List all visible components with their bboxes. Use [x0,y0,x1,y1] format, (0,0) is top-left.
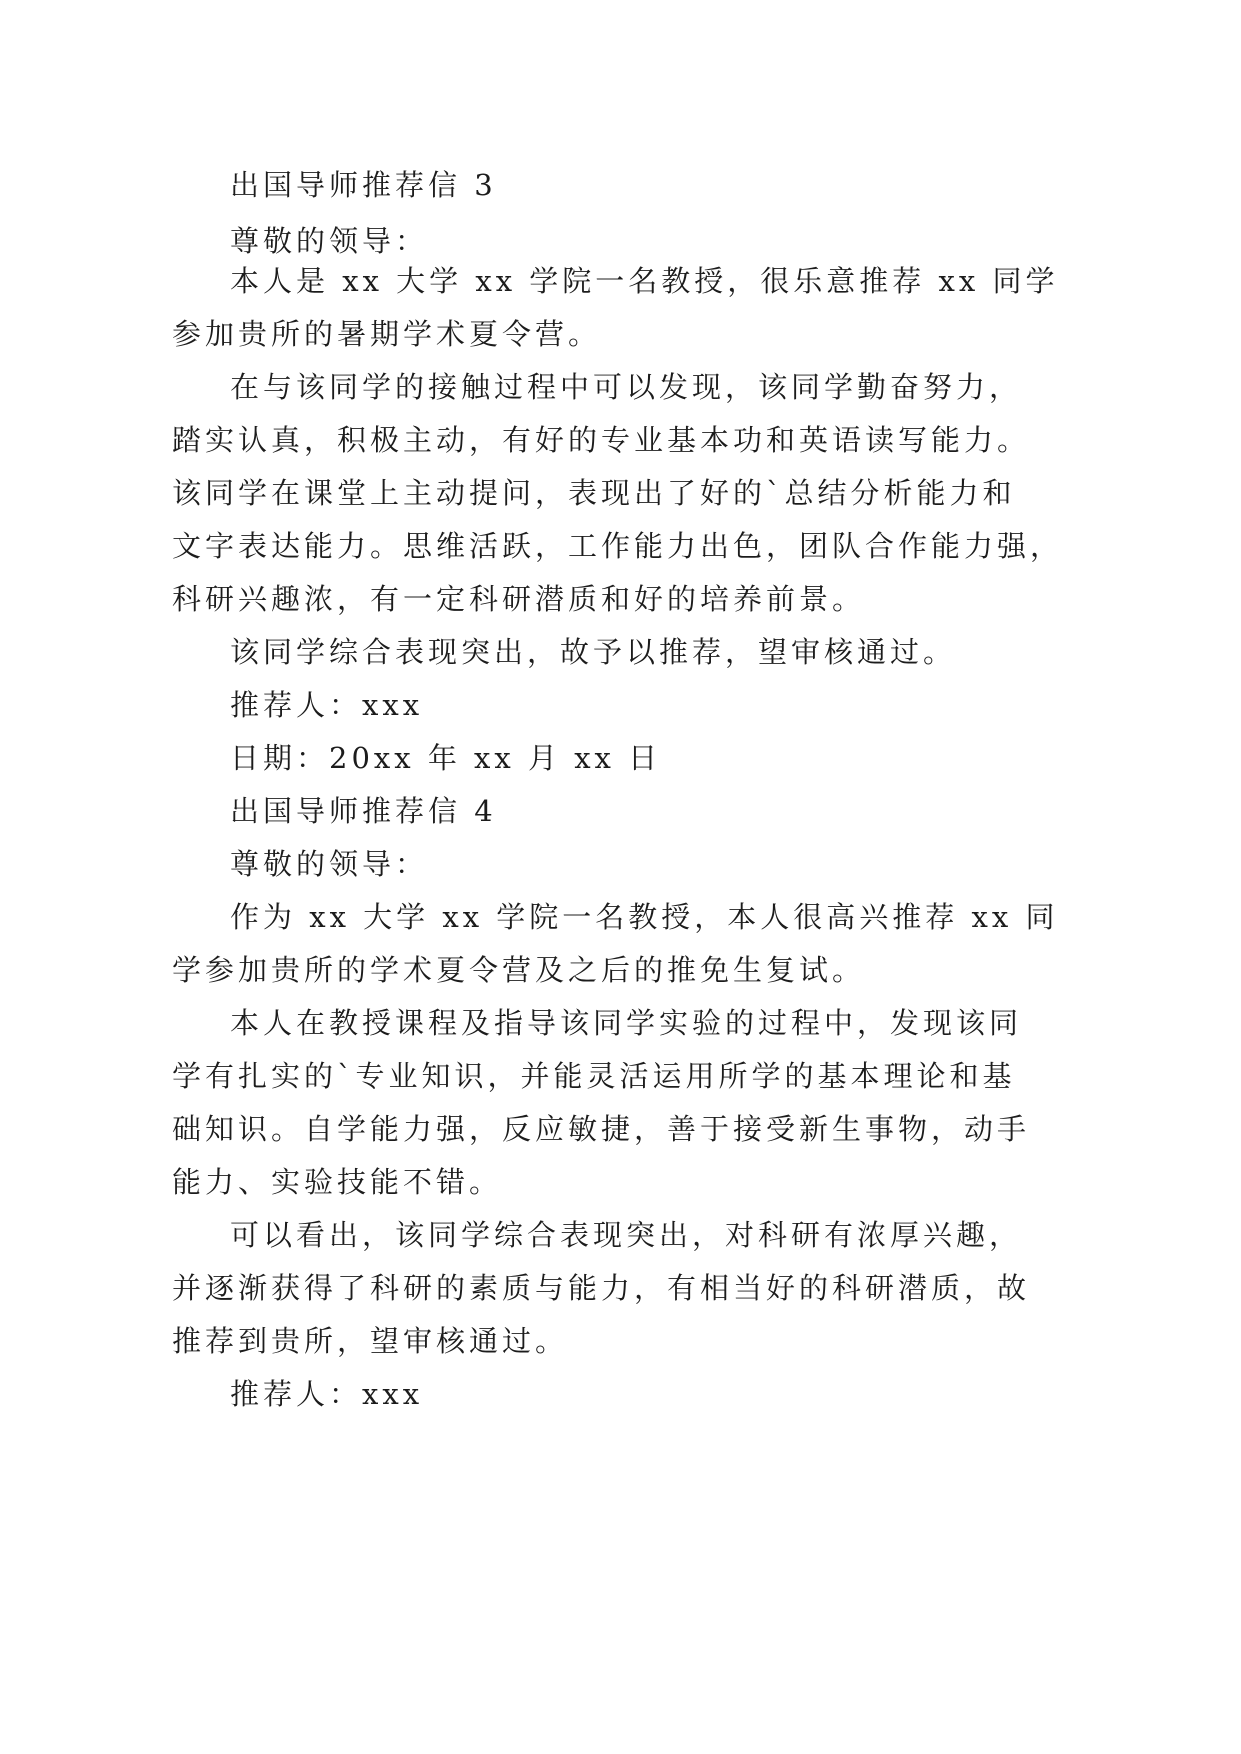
letter3-para2-line4: 文字表达能力。思维活跃，工作能力出色，团队合作能力强， [172,529,1064,563]
letter3-para2-line2: 踏实认真，积极主动，有好的专业基本功和英语读写能力。 [172,423,1031,457]
letter3-para2-line3: 该同学在课堂上主动提问，表现出了好的`总结分析能力和 [172,476,1016,510]
letter4-recommender: 推荐人：xxx [230,1377,424,1411]
letter4-para2-line4: 能力、实验技能不错。 [172,1165,503,1199]
letter3-salutation: 尊敬的领导： [230,224,429,258]
letter4-para2-line3: 础知识。自学能力强，反应敏捷，善于接受新生事物，动手 [172,1112,1031,1146]
letter3-date: 日期：20xx 年 xx 月 xx 日 [230,741,662,775]
letter4-para1-line1: 作为 xx 大学 xx 学院一名教授，本人很高兴推荐 xx 同 [230,900,1059,934]
letter4-salutation: 尊敬的领导： [230,847,429,881]
letter3-para2-line1: 在与该同学的接触过程中可以发现，该同学勤奋努力， [230,370,1023,404]
letter3-para2-line5: 科研兴趣浓，有一定科研潜质和好的培养前景。 [172,582,866,616]
letter3-para3: 该同学综合表现突出，故予以推荐，望审核通过。 [230,635,957,669]
letter4-para3-line3: 推荐到贵所，望审核通过。 [172,1324,569,1358]
letter4-para2-line1: 本人在教授课程及指导该同学实验的过程中，发现该同 [230,1006,1023,1040]
letter3-para1-line2: 参加贵所的暑期学术夏令营。 [172,317,602,351]
letter4-title: 出国导师推荐信 4 [230,794,497,828]
letter4-para2-line2: 学有扎实的`专业知识，并能灵活运用所学的基本理论和基 [172,1059,1016,1093]
letter3-para1-line1: 本人是 xx 大学 xx 学院一名教授，很乐意推荐 xx 同学 [230,264,1059,298]
letter3-recommender: 推荐人：xxx [230,688,424,722]
letter4-para3-line2: 并逐渐获得了科研的素质与能力，有相当好的科研潜质，故 [172,1271,1031,1305]
letter4-para1-line2: 学参加贵所的学术夏令营及之后的推免生复试。 [172,953,866,987]
letter3-title: 出国导师推荐信 3 [230,168,497,202]
letter4-para3-line1: 可以看出，该同学综合表现突出，对科研有浓厚兴趣， [230,1218,1023,1252]
